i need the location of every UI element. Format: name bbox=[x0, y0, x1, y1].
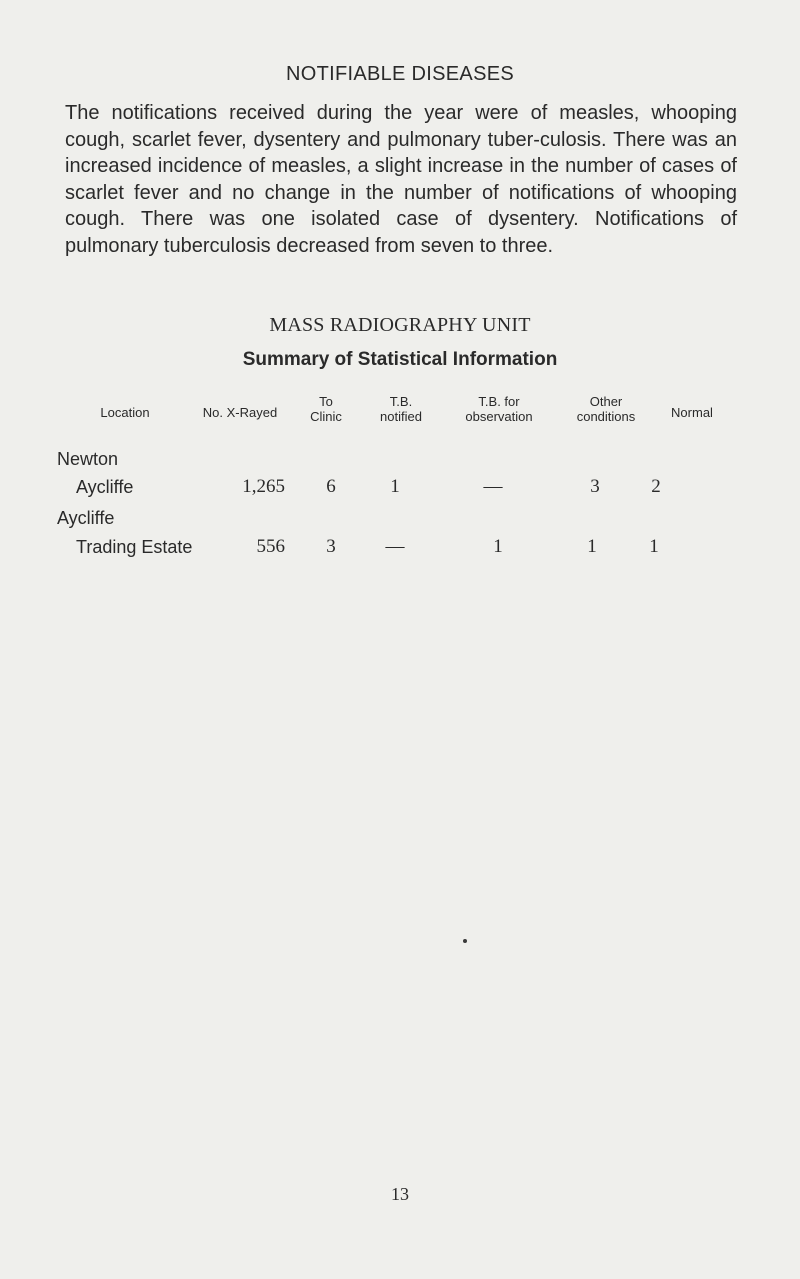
section-subtitle: Summary of Statistical Information bbox=[242, 349, 558, 370]
row-normal: 1 bbox=[649, 536, 659, 557]
header-tb-observation-line1: T.B. for bbox=[478, 394, 520, 409]
section-title: MASS RADIOGRAPHY UNIT bbox=[269, 314, 531, 336]
header-other-line1: Other bbox=[589, 394, 623, 409]
row-tb-notified: — bbox=[385, 536, 405, 557]
row-location-line2: Trading Estate bbox=[76, 537, 193, 557]
header-to-clinic bbox=[296, 394, 356, 424]
row-tb-notified: 1 bbox=[390, 476, 400, 497]
row-to-clinic: 6 bbox=[326, 476, 336, 497]
page-number: 13 bbox=[391, 1184, 409, 1204]
header-tb-notified-line2: notified bbox=[380, 409, 422, 424]
header-other-line2: conditions bbox=[576, 409, 636, 424]
header-location: Location bbox=[100, 405, 150, 420]
row-other-conditions: 1 bbox=[587, 536, 597, 557]
header-tb-observation bbox=[444, 394, 554, 424]
row-other-conditions: 3 bbox=[590, 476, 600, 497]
header-normal: Normal bbox=[671, 405, 713, 420]
row-tb-observation: 1 bbox=[493, 536, 503, 557]
page-heading: NOTIFIABLE DISEASES bbox=[286, 63, 514, 85]
header-to-clinic-line1: To bbox=[319, 394, 333, 409]
header-tb-notified bbox=[361, 394, 441, 424]
row-location-line2: Aycliffe bbox=[76, 477, 134, 497]
header-tb-observation-line2: observation bbox=[465, 409, 533, 424]
header-tb-notified-line1: T.B. bbox=[389, 394, 413, 409]
intro-paragraph: The notifications received during the year were of measles, whooping cough, scarlet fever, dysentery and pulmonary tuber-culosis. There was an increased incidence of measles, a slight increase in the number of cases of scarlet fever and no change in the number of notifications of whooping cough. There was one isolated case of dysentery. Notifications of pulmonary tuberculosis decreased from seven to three. bbox=[65, 102, 737, 257]
header-other-conditions bbox=[556, 394, 656, 424]
header-x-rayed: No. X-Rayed bbox=[202, 405, 278, 420]
row-location-line1: Aycliffe bbox=[57, 508, 115, 528]
print-speck bbox=[463, 939, 467, 943]
row-x-rayed: 556 bbox=[256, 536, 285, 557]
row-normal: 2 bbox=[651, 476, 661, 497]
header-to-clinic-line2: Clinic bbox=[310, 409, 342, 424]
row-tb-observation: — bbox=[483, 476, 503, 497]
row-x-rayed: 1,265 bbox=[242, 476, 285, 497]
row-location-line1: Newton bbox=[57, 449, 119, 469]
row-to-clinic: 3 bbox=[326, 536, 336, 557]
